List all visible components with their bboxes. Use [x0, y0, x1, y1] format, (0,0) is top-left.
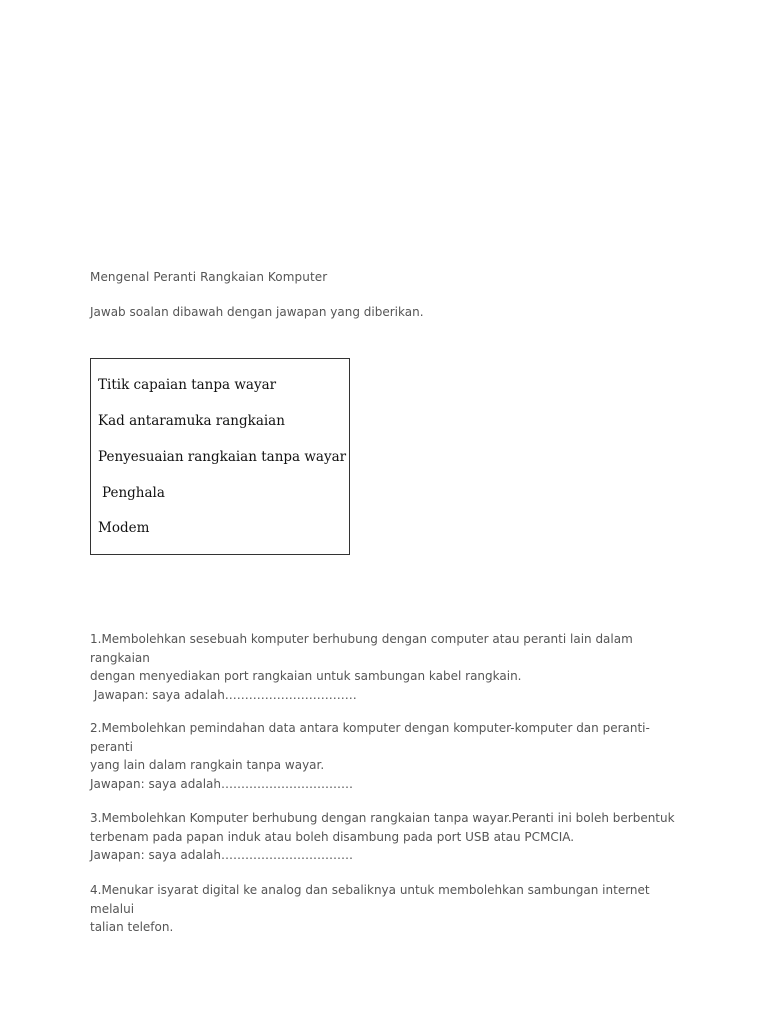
- question-1: [90, 630, 690, 704]
- question-3: [90, 809, 690, 865]
- question-4: [90, 881, 690, 937]
- answer-option: Modem: [98, 520, 150, 536]
- instruction-text: Jawab soalan dibawah dengan jawapan yang diberikan.: [90, 305, 424, 319]
- question-2: [90, 719, 690, 793]
- document-title: Mengenal Peranti Rangkaian Komputer: [90, 270, 328, 284]
- question-line: 4.Menukar isyarat digital ke analog dan sebaliknya untuk membolehkan sambungan internet melalui: [90, 883, 650, 916]
- answer-prompt: Jawapan: saya adalah……………………………: [90, 848, 353, 862]
- question-line: yang lain dalam rangkain tanpa wayar.: [90, 758, 325, 772]
- answer-option: Kad antaramuka rangkaian: [98, 413, 285, 429]
- question-line: dengan menyediakan port rangkaian untuk sambungan kabel rangkain.: [90, 669, 522, 683]
- answer-prompt: Jawapan: saya adalah……………………………: [90, 687, 357, 702]
- answer-option: Titik capaian tanpa wayar: [98, 377, 277, 393]
- question-line: terbenam pada papan induk atau boleh disambung pada port USB atau PCMCIA.: [90, 829, 575, 844]
- question-line: 3.Membolehkan Komputer berhubung dengan rangkaian tanpa wayar.Peranti ini boleh berbentuk: [90, 811, 675, 825]
- answer-option: Penghala: [102, 485, 165, 501]
- answer-option: Penyesuaian rangkaian tanpa wayar: [98, 449, 347, 465]
- question-line: 2.Membolehkan pemindahan data antara komputer dengan komputer-komputer dan peranti-peranti: [90, 721, 650, 754]
- answer-prompt: Jawapan: saya adalah……………………………: [90, 776, 353, 791]
- answer-options-box: [90, 358, 350, 555]
- question-line: talian telefon.: [90, 920, 174, 934]
- question-line: 1.Membolehkan sesebuah komputer berhubung dengan computer atau peranti lain dalam rangkaian: [90, 632, 633, 665]
